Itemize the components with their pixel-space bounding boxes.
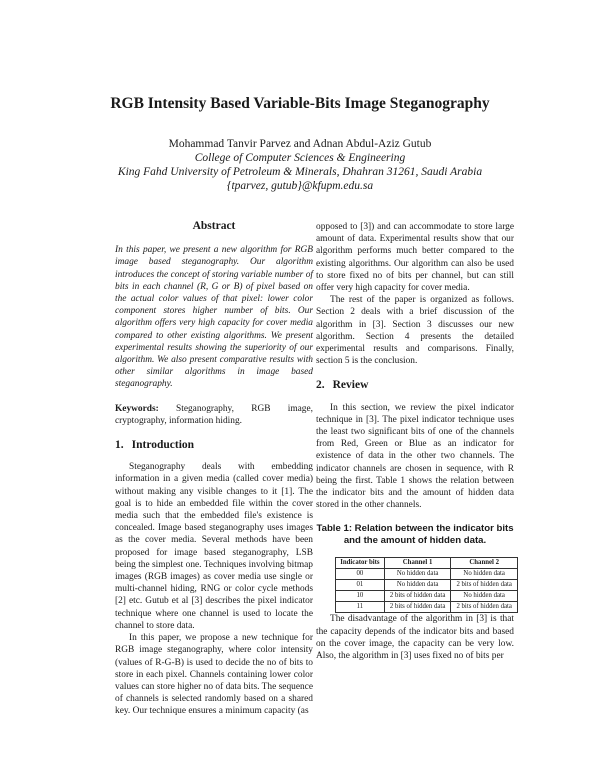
review-paragraph-1: In this section, we review the pixel indicator technique in [3]. The pixel indicator technique uses the least two significant bits of one of the channels from Red, Green or Blue as an indicator for existence of data in the other two channels. The indicator channels are chosen in sequence, with R being the first. Table 1 shows the relation between the indicator bits and the amount of hidden data stored in the other channels. — [316, 402, 514, 511]
abstract-text: In this paper, we present a new algorithm for RGB image based steganography. Our algorithm introduces the concept of storing variable number of bits in each channel (R, G or B) of pixel based on the actual color values of that pixel: lower color component stores higher number of bits. Our algorithm offers very high capacity for cover media compared to other existing algorithms. We present experimental results showing the superiority of our algorithm. We also present comparative results with other similar algorithms in image based steganography. — [115, 245, 313, 390]
table-header-cell: Channel 2 — [451, 558, 518, 569]
table-cell: 11 — [336, 602, 385, 613]
table-cell: No hidden data — [451, 569, 518, 580]
table-cell: 2 bits of hidden data — [384, 602, 451, 613]
author-affiliation: College of Computer Sciences & Engineering — [194, 152, 406, 164]
organization-paragraph: The rest of the paper is organized as follows. Section 2 deals with a brief discussion of the algorithm in [3]. Section 3 discusses our new algorithm. Section 4 presents the detailed experimental results and comparisons. Finally, section 5 is the conclusion. — [316, 295, 514, 367]
abstract-heading: Abstract — [192, 220, 236, 232]
keywords-text: Steganography, RGB image, cryptography, information hiding. — [115, 403, 313, 426]
left-column — [115, 220, 313, 718]
table-cell: 2 bits of hidden data — [451, 602, 518, 613]
table-cell: No hidden data — [384, 569, 451, 580]
table-row — [336, 569, 518, 580]
table-cell: 2 bits of hidden data — [384, 591, 451, 602]
table-header-row — [336, 558, 518, 569]
author-email: {tparvez, gutub}@kfupm.edu.sa — [226, 180, 374, 192]
table-cell: 10 — [336, 591, 385, 602]
indicator-table — [335, 557, 518, 613]
review-paragraph-2: The disadvantage of the algorithm in [3] is that the capacity depends of the indicator bits and based on the cover image, the capacity can be very low. Also, the algorithm in [3] uses fixed no of bits per — [316, 614, 514, 662]
author-block — [0, 137, 600, 193]
intro-paragraph-2: In this paper, we propose a new technique for RGB image steganography, where color intensity (values of R-G-B) is used to decide the no of bits to store in each pixel. Channels containing lower color values can store higher no of data bits. The sequence of channels is selected randomly based on a shared key. Our technique ensures a minimum capacity (as — [115, 633, 313, 717]
table-row — [336, 602, 518, 613]
author-university: King Fahd University of Petroleum & Minerals, Dhahran 31261, Saudi Arabia — [117, 166, 483, 178]
table-row — [336, 591, 518, 602]
section-heading-introduction: 1. Introduction — [115, 439, 195, 452]
right-column — [316, 221, 514, 662]
table-header-cell: Channel 1 — [384, 558, 451, 569]
table-header-cell: Indicator bits — [336, 558, 385, 569]
table-cell: No hidden data — [384, 580, 451, 591]
table-cell: 01 — [336, 580, 385, 591]
keywords — [115, 403, 313, 427]
table-cell: 2 bits of hidden data — [451, 580, 518, 591]
table-cell: 00 — [336, 569, 385, 580]
table-caption: Table 1: Relation between the indicator bits and the amount of hidden data. — [316, 523, 514, 547]
paper-title: RGB Intensity Based Variable-Bits Image Steganography — [110, 95, 490, 112]
author-names: Mohammad Tanvir Parvez and Adnan Abdul-Aziz Gutub — [168, 138, 432, 150]
intro-paragraph-continued: opposed to [3]) and can accommodate to store large amount of data. Experimental results show that our algorithm performs much better compared to the existing algorithms. Our algorithm can also be used to store fixed no of bits per channel, but can still offer very high capacity for cover media. — [316, 222, 514, 294]
keywords-label: Keywords: — [115, 403, 159, 414]
section-heading-review: 2. Review — [316, 379, 369, 392]
table-row — [336, 580, 518, 591]
intro-paragraph-1: Steganography deals with embedding information in a given media (called cover media) without making any visible changes to it [1]. The goal is to hide an embedded file within the cover media such that the embedded file's existence is concealed. Image based steganography uses images as the cover media. Several methods have been proposed for image based steganography, LSB being the simplest one. Techniques involving bitmap images (RGB images) as cover media use single or multi-channel hiding, RNG or color cycle methods [2] etc. Gutub et al [3] describes the pixel indicator technique where one channel is used to locate the channel to store data. — [115, 462, 313, 631]
table-cell: No hidden data — [451, 591, 518, 602]
